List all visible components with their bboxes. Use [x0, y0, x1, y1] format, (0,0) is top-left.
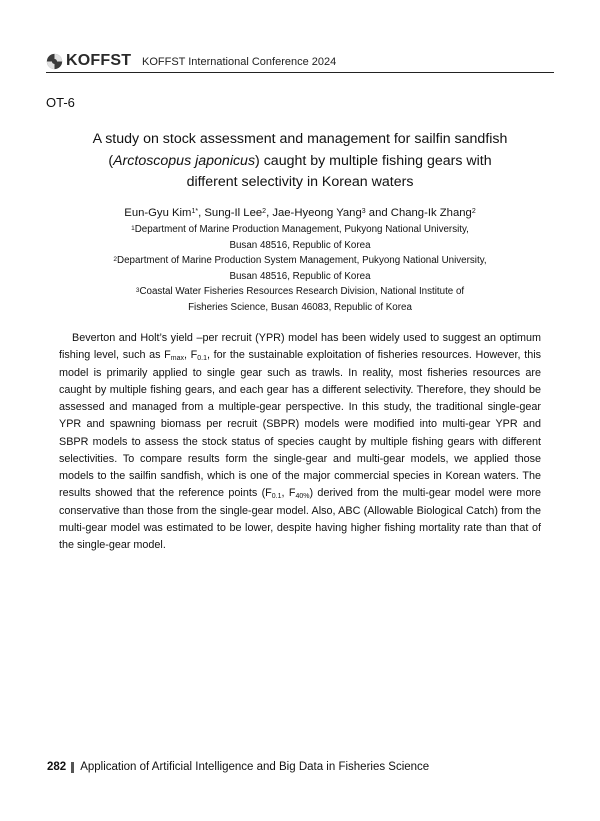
author: Sung-Il Lee$^2$,	[204, 207, 273, 219]
footer-text: Application of Artificial Intelligence and Big Data in Fisheries Science	[80, 761, 430, 773]
page-number: 282	[47, 761, 67, 773]
author: Chang-Ik Zhang$^2$	[390, 207, 476, 219]
author-list	[60, 206, 540, 221]
conference-name: KOFFST International Conference 2024	[142, 56, 337, 68]
koffst-logo-icon	[46, 53, 63, 70]
page-footer	[47, 761, 429, 773]
paper-code: OT-6	[46, 95, 75, 110]
author: Eun-Gyu Kim$^{1*}$,	[124, 207, 205, 219]
logo-text: KOFFST	[66, 52, 132, 69]
footer-separator	[71, 762, 74, 773]
title-line-1: A study on stock assessment and management for sailfin sandfish	[92, 131, 508, 147]
species-name: Arctoscopus japonicus	[113, 152, 256, 169]
title-line-3: different selectivity in Korean waters	[186, 174, 414, 190]
koffst-logo	[46, 52, 131, 70]
affiliations	[60, 222, 540, 315]
affiliation-2: $^2$Department of Marine Production System Management, Pukyong National University, Busan 48516, Republic of Korea	[113, 255, 487, 282]
abstract-text: Beverton and Holt’s yield –per recruit (YPR) model has been widely used to suggest an optimum fishing level, such as $F_{max}$, $F_{0.1}$, for the sustainable exploitation of fisheries resources. However, this model is primarily applied to single gear such as trawls. In reality, most fisheries resources are caught by multiple fishing gears, and each gear has a different selectivity. Therefore, they should be assessed and managed from a multiple-gear perspective. In this study, the traditional single-gear YPR and spawning biomass per recruit (SBPR) models were modified into multi-gear YPR and SBPR models to assess the stock status of species caught by multiple fishing gears with different selectivities. To compare results form the single-gear and multi-gear models, we applied those models to the sailfin sandfish, which is one of the major commercial species in Korean waters. The results showed that the reference points ($F_{0.1}$, $F_{40\%}$) derived from the multi-gear model were more conservative than those from the single-gear model. Also, ABC (Allowable Biological Catch) from the multi-gear model was estimated to be lower, despite having higher fishing mortality rate than that of the single-gear model.	[59, 332, 541, 552]
affiliation-3: $^3$Coastal Water Fisheries Resources Research Division, National Institute of Fisheries Science, Busan 46083, Republic of Korea	[135, 286, 465, 313]
page-header	[46, 50, 554, 73]
affiliation-1: $^1$Department of Marine Production Management, Pukyong National University, Busan 48516, Republic of Korea	[131, 224, 469, 251]
paper-title	[60, 129, 540, 194]
title-line-2: (Arctoscopus japonicus) caught by multiple fishing gears with	[108, 152, 492, 169]
author: Jae-Hyeong Yang$^3$ and	[272, 207, 391, 219]
